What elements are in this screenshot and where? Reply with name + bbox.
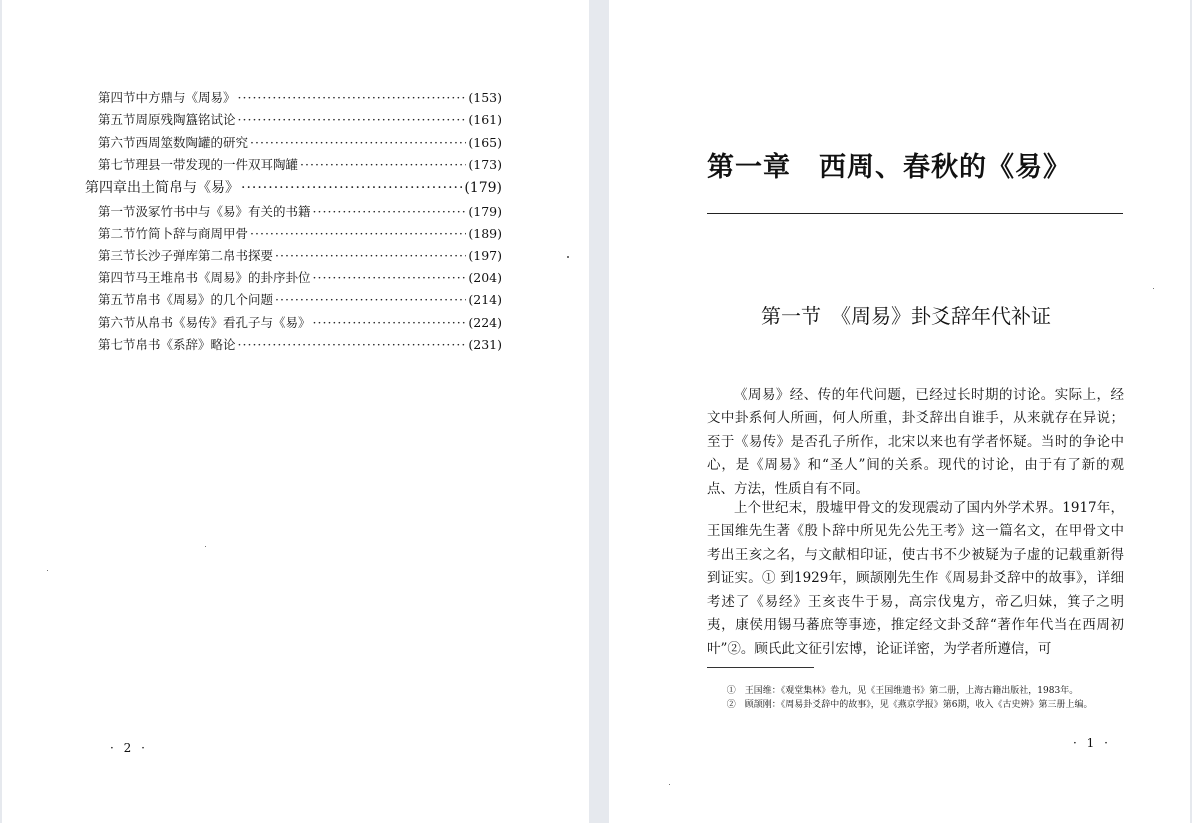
toc-entry-title: 出土简帛与《易》 (127, 180, 239, 196)
chapter-title: 第一章 西周、春秋的《易》 (707, 152, 1071, 183)
toc-entry-number: 第四节 (98, 270, 136, 285)
toc-chapter-entry (85, 177, 502, 197)
toc-entry-title: 帛书《系辞》略论 (135, 337, 236, 352)
toc-section-entry (98, 155, 502, 173)
toc-entry-page: (173) (468, 157, 502, 172)
toc-entry-title: 周原残陶簋铭试论 (135, 112, 236, 127)
toc-entry-title: 长沙子弹库第二帛书探要 (135, 248, 274, 263)
toc-entry-number: 第四章 (85, 180, 127, 196)
toc-entry-page: (214) (468, 292, 502, 307)
page-number: · 1 · (1073, 736, 1111, 750)
toc-entry-number: 第七节 (98, 337, 136, 352)
footnote-rule (707, 667, 814, 668)
toc-leader-dots (275, 248, 466, 263)
toc-entry-page: (161) (468, 112, 502, 127)
toc-section-entry (98, 335, 502, 353)
toc-entry-title: 竹简卜辞与商周甲骨 (135, 226, 249, 241)
body-paragraph: 上个世纪末，殷墟甲骨文的发现震动了国内外学术界。1917年，王国维先生著《殷卜辞中所见先公先王考》这一篇名文，在甲骨文中考出王亥之名，与文献相印证，使古书不少被疑为子虚的记载重新得到证实。① 到1929年，顾颉刚先生作《周易卦爻辞中的故事》，详细考述了《易经》王亥丧牛于易，高宗伐鬼方，帝乙归妹，箕子之明夷，康侯用锡马蕃庶等事迹，推定经文卦爻辞“著作年代当在西周初叶”②。顾氏此文征引宏博，论证详密，为学者所遵信，可 (707, 499, 1124, 658)
toc-section-entry (98, 224, 502, 242)
toc-leader-dots (250, 226, 466, 241)
toc-leader-dots (313, 315, 467, 330)
toc-section-entry (98, 246, 502, 264)
toc-leader-dots (250, 135, 466, 150)
toc-entry-number: 第二节 (98, 226, 136, 241)
toc-leader-dots (313, 270, 467, 285)
page-number: · 2 · (110, 741, 148, 755)
toc-section-entry (98, 133, 502, 151)
scan-speck (205, 546, 206, 547)
toc-leader-dots (241, 180, 462, 196)
toc-entry-number: 第四节 (98, 90, 136, 105)
toc-section-entry (98, 202, 502, 220)
toc-leader-dots (238, 337, 467, 352)
toc-entry-number: 第七节 (98, 157, 136, 172)
toc-entry-number: 第五节 (98, 112, 136, 127)
toc-entry-page: (231) (468, 337, 502, 352)
scan-speck (669, 784, 670, 785)
toc-entry-number: 第三节 (98, 248, 136, 263)
toc-entry-page: (165) (468, 135, 502, 150)
right-page (609, 0, 1190, 823)
toc-entry-title: 汲冢竹书中与《易》有关的书籍 (135, 204, 311, 219)
section-title: 第一节 《周易》卦爻辞年代补证 (761, 304, 1051, 328)
toc-entry-title: 从帛书《易传》看孔子与《易》 (135, 315, 311, 330)
toc-leader-dots (275, 292, 466, 307)
toc-entry-page: (197) (468, 248, 502, 263)
toc-entry-title: 马王堆帛书《周易》的卦序卦位 (135, 270, 311, 285)
toc-entry-number: 第六节 (98, 315, 136, 330)
toc-entry-title: 中方鼎与《周易》 (135, 90, 236, 105)
toc-entry-page: (153) (468, 90, 502, 105)
toc-entry-number: 第六节 (98, 135, 136, 150)
toc-leader-dots (238, 90, 467, 105)
toc-section-entry (98, 290, 502, 308)
toc-entry-number: 第一节 (98, 204, 136, 219)
toc-entry-page: (224) (468, 315, 502, 330)
toc-section-entry (98, 268, 502, 286)
toc-entry-number: 第五节 (98, 292, 136, 307)
left-page (2, 0, 589, 823)
scan-speck (567, 256, 569, 258)
toc-entry-page: (179) (468, 204, 502, 219)
toc-leader-dots (238, 112, 467, 127)
toc-section-entry (98, 110, 502, 128)
body-paragraph: 《周易》经、传的年代问题，已经过长时期的讨论。实际上，经文中卦系何人所画，何人所重，卦爻辞出自谁手，从来就存在异说；至于《易传》是否孔子所作，北宋以来也有学者怀疑。当时的争论中心，是《周易》和“圣人”间的关系。现代的讨论，由于有了新的观点、方法，性质自有不同。 (707, 386, 1124, 497)
toc-leader-dots (300, 157, 466, 172)
scan-speck (47, 570, 48, 571)
toc-entry-page: (189) (468, 226, 502, 241)
footnote: ① 王国维：《观堂集林》卷九，见《王国维遗书》第二册，上海古籍出版社，1983年。 (726, 686, 1079, 696)
toc-entry-title: 西周筮数陶罐的研究 (135, 135, 249, 150)
toc-section-entry (98, 88, 502, 106)
footnote: ② 顾颉刚：《周易卦爻辞中的故事》，见《燕京学报》第6期，收入《古史辨》第三册上编。 (726, 700, 1093, 710)
scan-speck (1153, 288, 1154, 289)
toc-entry-page: (179) (464, 180, 502, 196)
toc-entry-page: (204) (468, 270, 502, 285)
toc-entry-title: 理县一带发现的一件双耳陶罐 (135, 157, 299, 172)
toc-leader-dots (313, 204, 467, 219)
toc-section-entry (98, 313, 502, 331)
chapter-rule (707, 213, 1123, 214)
toc-entry-title: 帛书《周易》的几个问题 (135, 292, 274, 307)
